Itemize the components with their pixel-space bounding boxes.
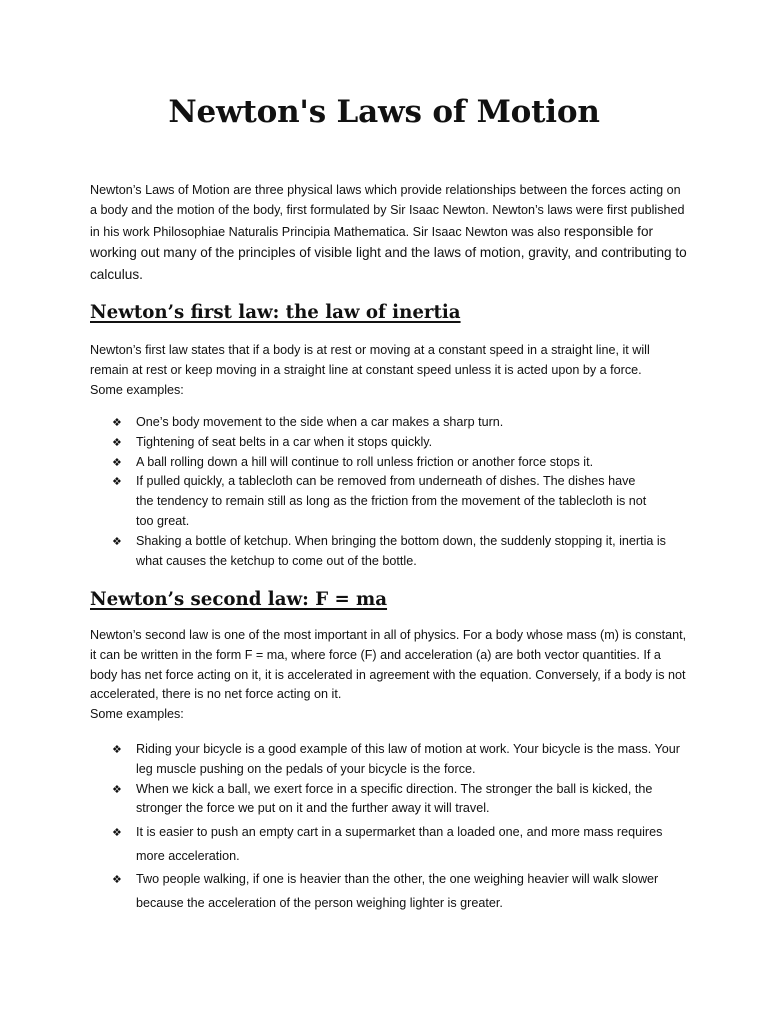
diamond-bullet-icon: ❖ [112,743,122,756]
list-item-text: Riding your bicycle is a good example of this law of motion at work. Your bicycle is the mass. Your leg muscle pushing on the pedals of your bicycle is the force. [136,742,680,776]
list-item [90,532,690,572]
second-law-paragraph [90,626,690,725]
intro-paragraph [90,181,690,286]
second-law-examples-list [90,740,690,915]
list-item-text: If pulled quickly, a tablecloth can be removed from underneath of dishes. The dishes have the tendency to remain still as long as the friction from the movement of the tablecloth is not too great. [136,474,647,528]
first-law-examples-list [90,413,690,571]
list-item-text: It is easier to push an empty cart in a supermarket than a loaded one, and more mass requires more acceleration. [136,825,663,863]
second-law-examples-label: Some examples: [90,707,184,722]
second-law-text: Newton’s second law is one of the most important in all of physics. For a body whose mass (m) is constant, it can be written in the form F = ma, where force (F) and acceleration (a) are both vector quantities. If a body has net force acting on it, it is accelerated in agreement with the equation. Conversely, if a body is not accelerated, there is no net force acting on it. [90,628,687,702]
list-item [90,413,690,433]
list-item-text: A ball rolling down a hill will continue to roll unless friction or another force stops it. [136,454,594,469]
list-item [90,433,690,453]
diamond-bullet-icon: ❖ [112,873,122,887]
section-heading-second-law: Newton’s second law: F = ma [90,589,388,610]
first-law-paragraph [90,341,690,400]
diamond-bullet-icon: ❖ [112,435,122,449]
list-item [90,821,690,868]
section-heading-first-law: Newton’s first law: the law of inertia [90,302,461,323]
diamond-bullet-icon: ❖ [112,455,122,469]
list-item [90,740,690,780]
page-title: Newton's Laws of Motion [168,94,600,130]
intro-text-part2: responsible for working out many of the principles of visible light and the laws of motion, gravity, and contributing to calculus. [90,223,687,283]
list-item [90,780,690,820]
first-law-examples-label: Some examples: [90,382,184,397]
list-item [90,453,690,473]
list-item-text: Two people walking, if one is heavier than the other, the one weighing heavier will walk slower because the acceleration of the person weighing lighter is greater. [136,872,659,910]
list-item-text: Tightening of seat belts in a car when it stops quickly. [136,434,433,449]
intro-text-part1: Newton’s Laws of Motion are three physical laws which provide relationships between the forces acting on a body and the motion of the body, first formulated by Sir Isaac Newton. Newton’s laws were first published in his work Philosophiae Naturalis Principia Mathematica. Sir Isaac Newton was also [90,183,685,239]
list-item-text: One’s body movement to the side when a car makes a sharp turn. [136,415,504,429]
list-item-text: Shaking a bottle of ketchup. When bringing the bottom down, the suddenly stopping it, inertia is what causes the ketchup to come out of the bottle. [136,533,666,568]
list-item-text: When we kick a ball, we exert force in a specific direction. The stronger the ball is kicked, the stronger the force we put on it and the further away it will travel. [136,781,653,816]
diamond-bullet-icon: ❖ [112,534,122,548]
diamond-bullet-icon: ❖ [112,416,122,429]
diamond-bullet-icon: ❖ [112,826,122,840]
list-item [90,868,690,915]
diamond-bullet-icon: ❖ [112,782,122,796]
diamond-bullet-icon: ❖ [112,475,122,489]
first-law-text: Newton’s first law states that if a body is at rest or moving at a constant speed in a straight line, it will remain at rest or keep moving in a straight line at constant speed unless it is acted upon by a force. [90,343,650,377]
list-item [90,472,656,531]
